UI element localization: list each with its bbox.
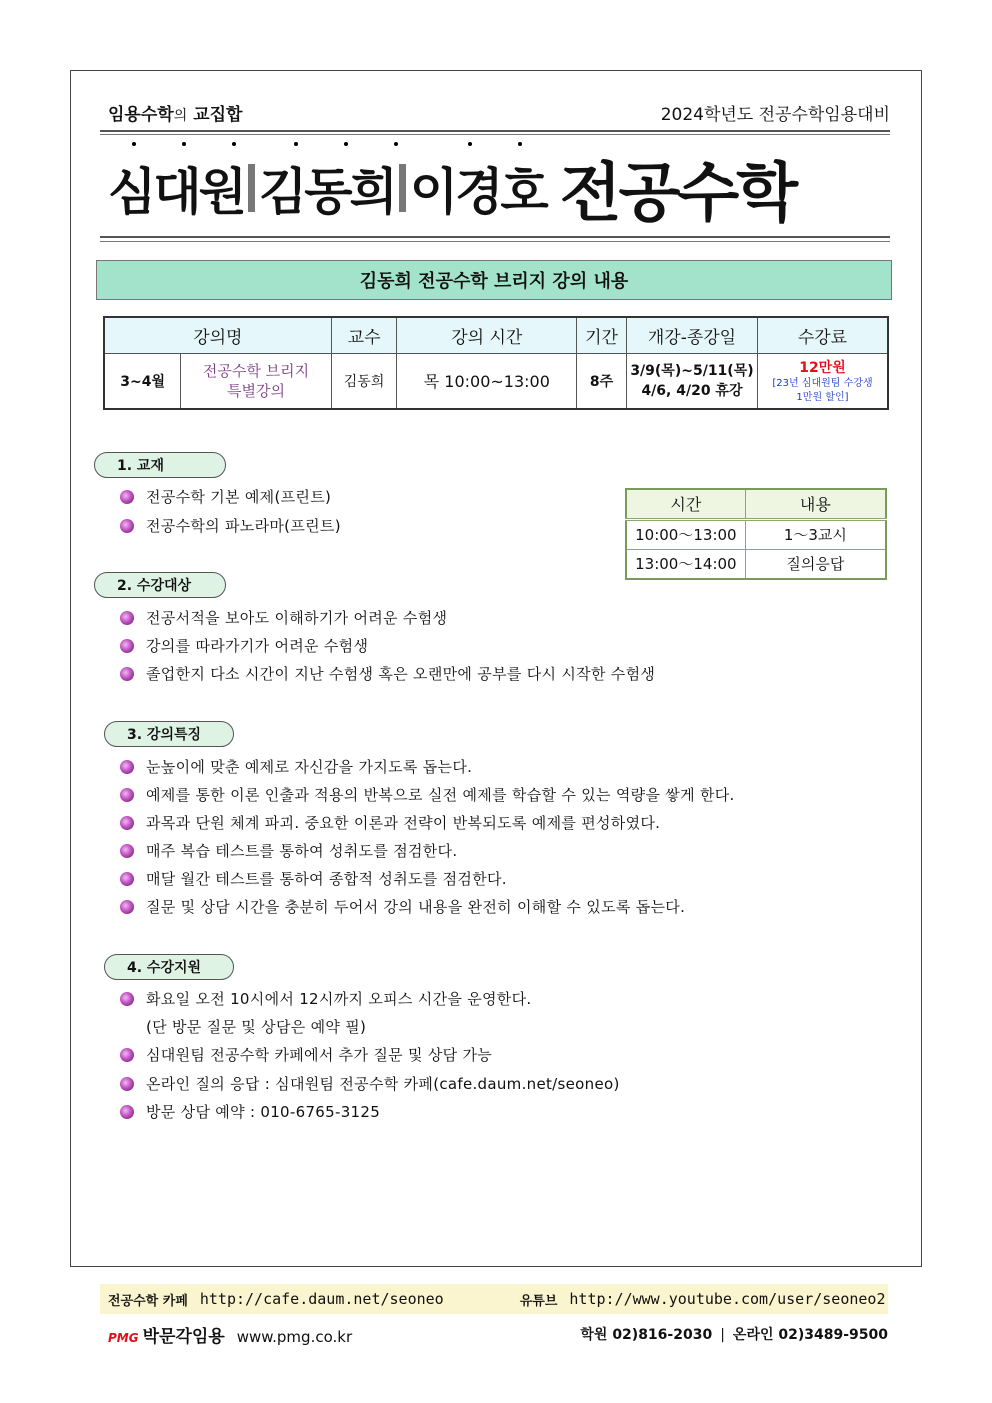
- bullet-icon: [120, 667, 134, 681]
- header-rule-bottom-thin: [100, 241, 890, 242]
- list-item: 심대원팀 전공수학 카페에서 추가 질문 및 상담 가능: [120, 1044, 492, 1065]
- contact-divider: |: [720, 1327, 725, 1343]
- fee-price: 12만원: [799, 359, 846, 376]
- section-2-title: 2. 수강대상: [94, 572, 226, 598]
- main-title: [108, 148, 890, 231]
- cell-course-name: [181, 353, 331, 409]
- banner-title: 김동희 전공수학 브리지 강의 내용: [96, 260, 892, 300]
- publisher-name: 박문각임용: [142, 1326, 225, 1347]
- list-item: 전공수학 기본 예제(프린트): [120, 486, 331, 507]
- course-table-header: [104, 317, 888, 353]
- youtube-label: 유튜브: [519, 1293, 558, 1309]
- bullet-icon: [120, 872, 134, 886]
- cell-fee: [757, 353, 888, 409]
- section-1-title: 1. 교재: [94, 452, 226, 478]
- bullet-icon: [120, 900, 134, 914]
- list-item: 졸업한지 다소 시간이 지난 수험생 혹은 오랜만에 공부를 다시 시작한 수험생: [120, 663, 655, 684]
- contact-info: [580, 1324, 888, 1344]
- brand-tail: 교집합: [193, 105, 243, 125]
- list-item: 눈높이에 맞춘 예제로 자신감을 가지도록 돕는다.: [120, 756, 472, 777]
- header-course-name: 강의명: [104, 317, 331, 353]
- brand-tagline: [108, 100, 242, 125]
- course-name-line2: 특별강의: [227, 381, 285, 400]
- cafe-link[interactable]: http://cafe.daum.net/seoneo: [199, 1290, 444, 1308]
- header-rule-bottom: [100, 236, 890, 238]
- cell-month: 3~4월: [104, 353, 181, 409]
- title-name-2: 김동희: [258, 163, 395, 221]
- cell-period: 8주: [577, 353, 627, 409]
- bullet-icon: [120, 1048, 134, 1062]
- fee-note-line2: 1만원 할인]: [796, 391, 849, 403]
- bullet-icon: [120, 1105, 134, 1119]
- list-item: 매주 복습 테스트를 통하여 성취도를 점검한다.: [120, 840, 457, 861]
- list-item: 온라인 질의 응답 : 심대원팀 전공수학 카페(cafe.daum.net/seoneo): [120, 1073, 620, 1094]
- list-item: 과목과 단원 체계 파괴. 중요한 이론과 전략이 반복되도록 예제를 편성하였다.: [120, 812, 660, 833]
- title-name-3: 이경호: [409, 163, 546, 221]
- course-name-line1: 전공수학 브리지: [202, 361, 310, 380]
- schedule-header-time: 시간: [626, 489, 745, 519]
- footer-links-bar: [100, 1284, 888, 1314]
- list-item: 전공수학의 파노라마(프린트): [120, 515, 341, 536]
- header-top-line: [108, 100, 890, 125]
- schedule-header-content: 내용: [745, 489, 886, 519]
- list-item: 매달 월간 테스트를 통하여 종합적 성취도를 점검한다.: [120, 868, 507, 889]
- cafe-label: 전공수학 카페: [108, 1293, 188, 1309]
- bullet-icon: [120, 844, 134, 858]
- course-table: [103, 316, 889, 410]
- bullet-icon: [120, 816, 134, 830]
- brand-bold: 임용수학: [108, 105, 174, 125]
- footer-bottom: [108, 1322, 888, 1346]
- header-professor: 교수: [331, 317, 397, 353]
- list-item: 화요일 오전 10시에서 12시까지 오피스 시간을 운영한다.: [120, 988, 531, 1009]
- title-separator: [399, 164, 406, 212]
- section-3-title: 3. 강의특징: [104, 721, 234, 747]
- brand-light: 의: [173, 108, 188, 124]
- schedule-row: 10:00～13:00 1～3교시: [626, 519, 886, 549]
- pmg-logo-icon: PMG: [108, 1330, 139, 1345]
- title-subject: 전공수학: [559, 157, 796, 231]
- header-rule-top: [100, 130, 890, 132]
- list-item: 예제를 통한 이론 인출과 적용의 반복으로 실전 예제를 학습할 수 있는 역량을 쌓게 한다.: [120, 784, 735, 805]
- publisher-block: [108, 1322, 352, 1347]
- list-item: 강의를 따라가기가 어려운 수험생: [120, 635, 368, 656]
- header-dates: 개강-종강일: [626, 317, 757, 353]
- year-text: 2024학년도 전공수학임용대비: [660, 105, 890, 125]
- bullet-icon: [120, 639, 134, 653]
- header-period: 기간: [577, 317, 627, 353]
- title-name-1: 심대원: [108, 163, 244, 221]
- bullet-icon: [120, 992, 134, 1006]
- section-4-title: 4. 수강지원: [104, 954, 234, 980]
- header-rule-top-thin: [100, 134, 890, 135]
- online-phone: 온라인 02)3489-9500: [732, 1327, 888, 1343]
- cell-time: 목 10:00~13:00: [397, 353, 577, 409]
- publisher-url[interactable]: www.pmg.co.kr: [236, 1327, 353, 1346]
- bullet-icon: [120, 788, 134, 802]
- course-table-row: [104, 353, 888, 409]
- dates-line2: 4/6, 4/20 휴강: [641, 382, 743, 399]
- cell-professor: 김동희: [331, 353, 397, 409]
- dates-line1: 3/9(목)~5/11(목): [630, 362, 754, 379]
- header-fee: 수강료: [757, 317, 888, 353]
- bullet-icon: [120, 490, 134, 504]
- list-item: 질문 및 상담 시간을 충분히 두어서 강의 내용을 완전히 이해할 수 있도록 돕는다.: [120, 896, 685, 917]
- schedule-row: 13:00～14:00 질의응답: [626, 549, 886, 579]
- academy-phone: 학원 02)816-2030: [580, 1327, 713, 1343]
- bullet-icon: [120, 611, 134, 625]
- bullet-icon: [120, 760, 134, 774]
- youtube-link[interactable]: http://www.youtube.com/user/seoneo2: [569, 1290, 886, 1308]
- list-item: 전공서적을 보아도 이해하기가 어려운 수험생: [120, 607, 447, 628]
- list-item: 방문 상담 예약 : 010-6765-3125: [120, 1101, 380, 1122]
- bullet-icon: [120, 519, 134, 533]
- fee-note-line1: [23년 심대원팀 수강생: [772, 377, 873, 389]
- bullet-icon: [120, 1077, 134, 1091]
- list-item-continuation: (단 방문 질문 및 상담은 예약 필): [146, 1018, 367, 1036]
- schedule-table: [625, 488, 887, 580]
- header-time: 강의 시간: [397, 317, 577, 353]
- title-separator: [248, 164, 255, 212]
- cell-dates: [626, 353, 757, 409]
